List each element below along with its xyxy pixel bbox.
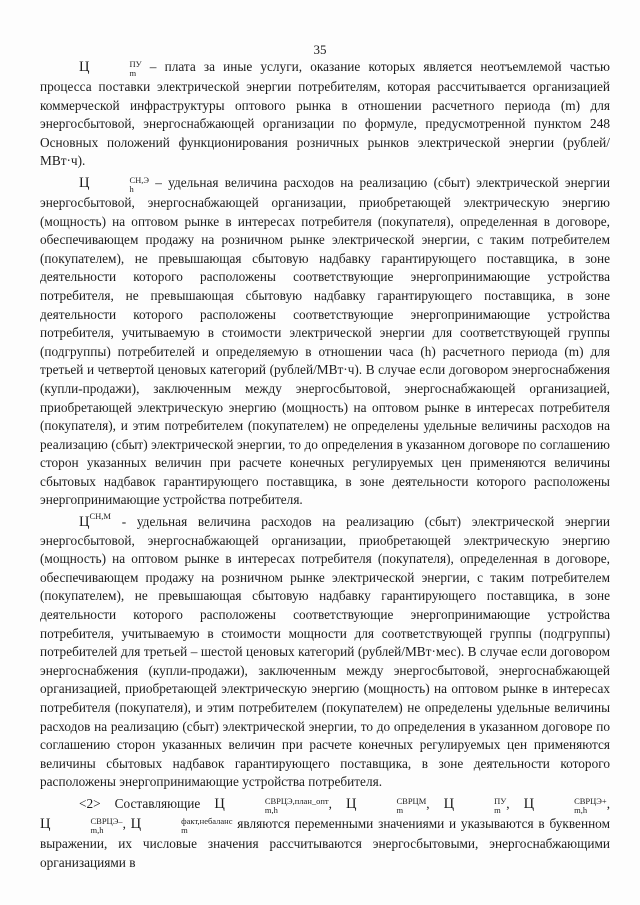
paragraph-sales-energy [40, 174, 610, 510]
paragraph-pu-fee [40, 58, 610, 171]
paragraph-text: – удельная величина расходов на реализацию (сбыт) электрической энергии энергосбытовой, энергоснабжающей организации, приобретающей электрическую энергию (мощность) на оптовом рынке в интересах потребителя (покупателя), определенная в договоре, обеспечивающем продажу на розничном рынке электрической энергии, с таким потребителем (покупателем), не превышающая сбытовую надбавку гарантирующего поставщика, в зоне деятельности которого расположены соответствующие энергопринимающие устройства потребителя, не превышающая сбытовую надбавку гарантирующего поставщика, в зоне деятельности которого расположены соответствующие энергопринимающие устройства потребителя, учитываемую в стоимости электрической энергии для соответствующей группы (подгруппы) потребителей и определяемую в отношении часа (h) расчетного периода (m) для третьей и четвертой ценовых категорий (рублей/МВт·ч). В случае если договором энергоснабжения (купли-продажи), заключенным между энергосбытовой, энергоснабжающей организацией, приобретающей электрическую энергию (мощность) на оптовом рынке в интересах потребителя (покупателя), и этим потребителем (покупателем) не определены удельные величины расходов на реализацию (сбыт) электрической энергии, то до определения в указанном договоре по соглашению сторон указанных величин при расчете конечных регулируемых цен применяются величины сбытовых надбавок гарантирующего поставщика, в зоне деятельности которого расположены энергопринимающие устройства потребителя. [40, 174, 610, 508]
page-number: 35 [313, 42, 327, 57]
document-body [40, 58, 610, 872]
paragraph-text: являются переменными значениями и указываются в буквенном выражении, их числовые значения рассчитываются энергосбытовыми, энергоснабжающими организациями в [40, 815, 610, 870]
paragraph-text: - удельная величина расходов на реализацию (сбыт) электрической энергии энергосбытовой, энергоснабжающей организации, приобретающей электрическую энергию (мощность) на оптовом рынке в интересах потребителя (покупателя), определенная в договоре, обеспечивающем продажу на розничном рынке электрической энергии, с таким потребителем (покупателем), не превышающая сбытовую надбавку гарантирующего поставщика, в зоне деятельности которого расположены соответствующие энергопринимающие устройства потребителя, учитываемую в стоимости мощности для соответствующей группы (подгруппы) потребителей для третьей – шестой ценовых категорий (рублей/МВт·мес). В случае если договором энергоснабжения (купли-продажи), заключенным между энергосбытовой, энергоснабжающей организацией, приобретающей электрическую энергию (мощность) на оптовом рынке в интересах потребителя (покупателя), и этим потребителем (покупателем) не определены удельные величины расходов на реализацию (сбыт) электрической энергии, то до определения в указанном договоре по соглашению сторон указанных величин при расчете конечных регулируемых цен применяются величины сбытовых надбавок гарантирующего поставщика, в зоне деятельности которого расположены энергопринимающие устройства потребителя. [40, 514, 611, 790]
symbol-c-pu: Ц ПУ m [79, 59, 142, 78]
symbol-c-fakt: Ц факт,небаланс m [130, 815, 233, 835]
symbol-c-sn-e: Ц СН,Э h [79, 174, 150, 194]
symbol-c-svrc-plan: Ц СВРЦЭ,план_опт m,h [214, 795, 329, 815]
symbol-c-svrc-plus: Ц СВРЦЭ+ m,h [523, 795, 607, 815]
symbol-c-pu-2: Ц ПУ m [443, 795, 507, 815]
symbol-c-svrcm: Ц СВРЦМ m [346, 795, 427, 815]
note-lead: <2> Составляющие [79, 795, 201, 811]
paragraph-sales-capacity [40, 513, 610, 792]
symbol-c-svrc-minus: Ц СВРЦЭ– m,h [40, 815, 123, 835]
paragraph-components-note: <2> Составляющие Ц СВРЦЭ,план_опт m,h , Ц СВРЦМ m , Ц ПУ m , Ц СВРЦЭ+ m,h , Ц СВРЦЭ– m,h , Ц факт,небаланс m являются переменными значениями и указываются в буквенном выражении, их числовые значения рассчитываются энергосбытовыми, энергоснабжающими организациями в [40, 795, 611, 870]
symbol-c-sn-m: $Ц^{СН,М}$ [79, 511, 111, 531]
paragraph-text: – плата за иные услуги, оказание которых является неотъемлемой частью процесса поставки электрической энергии потребителям, которая рассчитывается организацией коммерческой инфраструктуры оптового рынка в отношении расчетного периода (m) для энергосбытовой, энергоснабжающей организации по формуле, предусмотренной пунктом 248 Основных положений функционирования розничных рынков электрической энергии (рублей/МВт·ч). [40, 59, 610, 169]
